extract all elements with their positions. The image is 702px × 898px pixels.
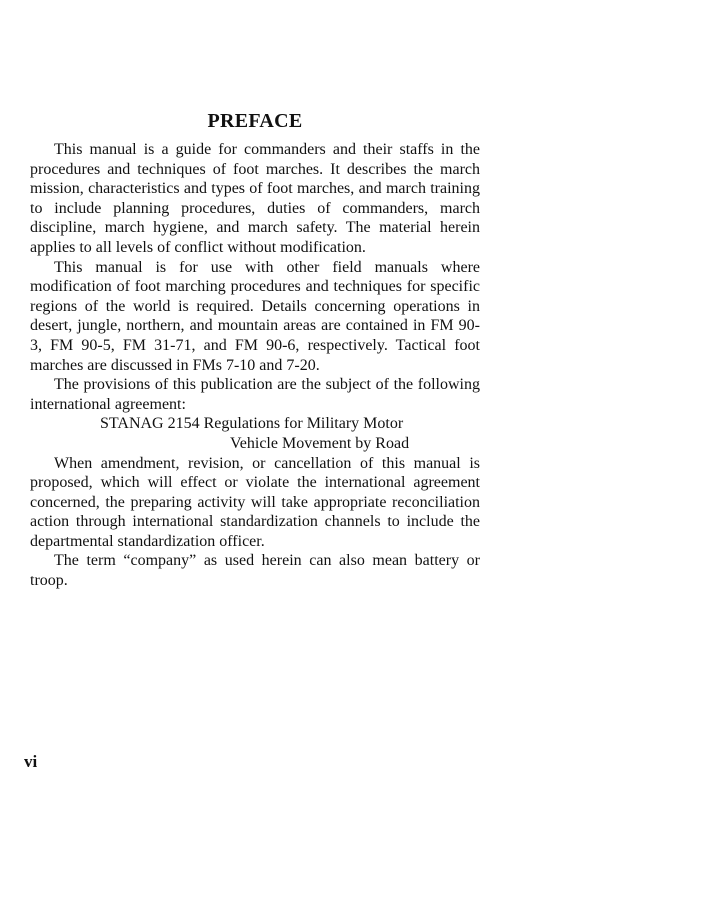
stanag-line-2: Vehicle Movement by Road xyxy=(230,434,410,452)
paragraph-company-term: The term “company” as used herein can also mean battery or troop. xyxy=(30,552,480,590)
page-title: PREFACE xyxy=(207,110,303,132)
paragraph-purpose: This manual is a guide for commanders and their staffs in the procedures and techniques of foot marches. It describes the march mission, characteristics and types of foot marches, and march training to include planning procedures, duties of commanders, march discipline, march hygiene, and march safety. The material herein applies to all levels of conflict without modification. xyxy=(30,141,480,256)
preface-body xyxy=(30,140,480,591)
stanag-line-1: STANAG 2154 Regulations for Military Motor xyxy=(100,415,404,433)
stanag-reference xyxy=(30,414,480,453)
paragraph-amendment: When amendment, revision, or cancellation of this manual is proposed, which will effect or violate the international agreement concerned, the preparing activity will take appropriate reconciliation action through international standardization channels to include the departmental standardization officer. xyxy=(30,454,480,550)
paragraph-scope: This manual is for use with other field manuals where modification of foot marching procedures and techniques for specific regions of the world is required. Details concerning operations in desert, jungle, northern, and mountain areas are contained in FM 90-3, FM 90-5, FM 31-71, and FM 90-6, respectively. Tactical foot marches are discussed in FMs 7-10 and 7-20. xyxy=(30,258,480,374)
page-number: vi xyxy=(24,752,38,771)
paragraph-provisions: The provisions of this publication are the subject of the following international agreement: xyxy=(30,376,480,413)
